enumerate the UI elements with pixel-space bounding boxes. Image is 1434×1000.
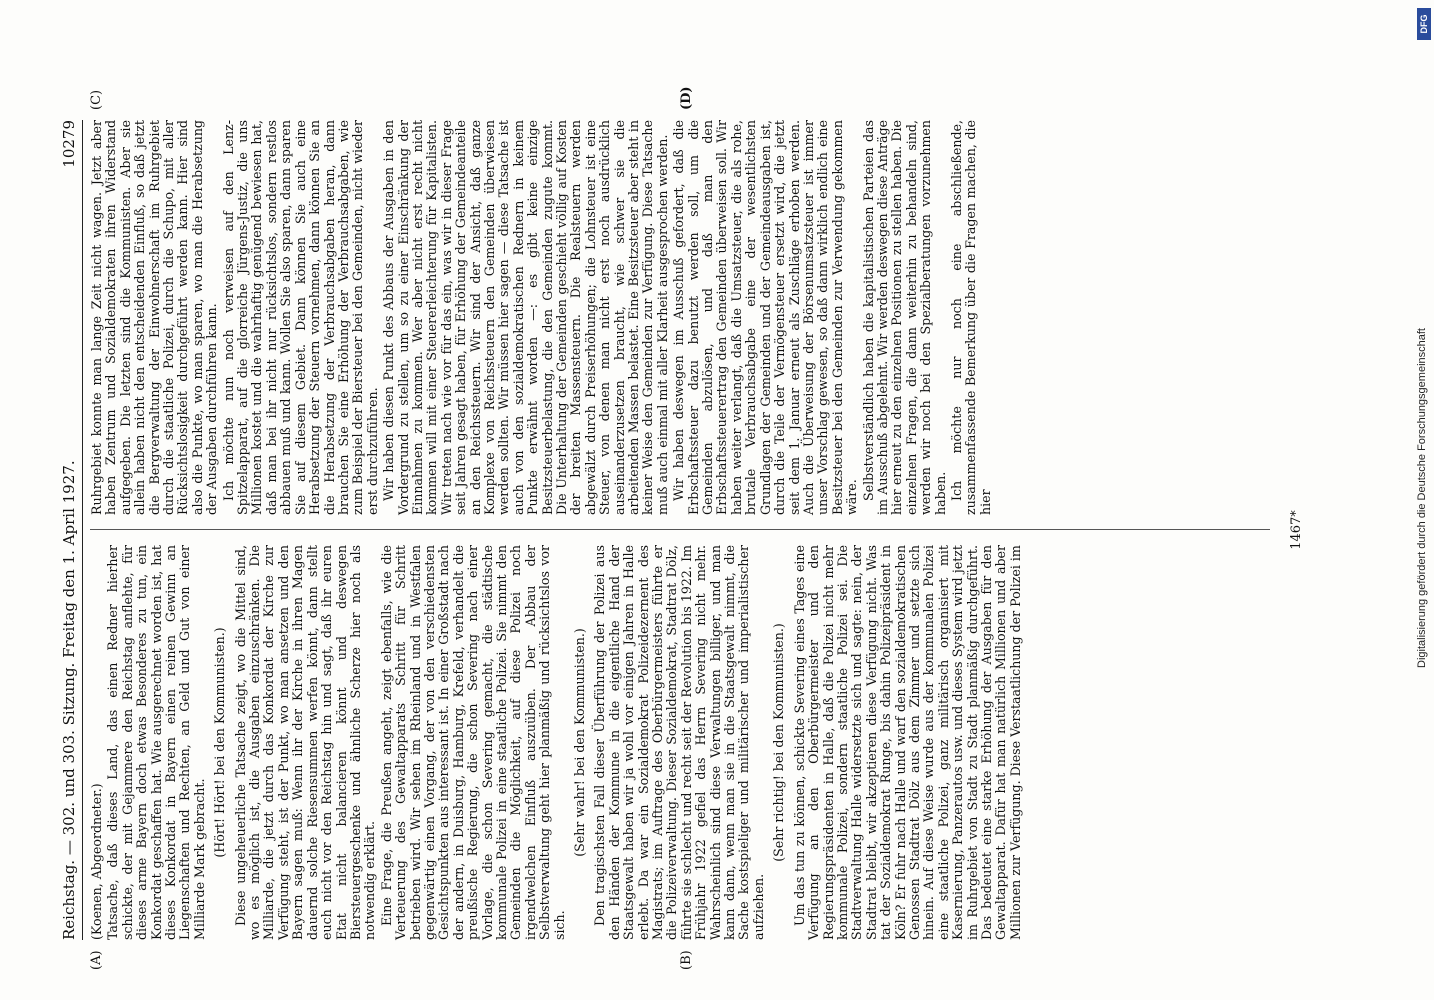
paragraph: Wir haben diesen Punkt des Abbaus der Ausgaben in den Vordergrund zu stellen, um so zu einer Einschränkung der Einnahmen zu kommen. Wer aber nicht erst recht nicht kommen will mit einer Steuererleichterung für Kapitalisten. Wir treten nach wie vor für das ein, was wir in dieser Frage seit Jahren gesagt haben, für Erhöhung der Gemeindeanteile an den Reichssteuern. Wir sind der Ansicht, daß ganze Komplexe von Reichssteuern den Gemeinden überwiesen werden sollten. Wir müssen hier sagen — diese Tatsache ist auch von den sozialdemokratischen Rednern in keinem Punkte erwähnt worden —: es gibt keine einzige Besitzsteuerbelastung, die den Gemeinden zugute kommt. Die Unterhaltung der Gemeinden geschieht völlig auf Kosten der breiten Massensteuern. Die Realsteuern werden abgewälzt durch Preiserhöhungen; die Lohnsteuer ist eine Steuer, von denen man nicht erst noch ausdrücklich auseinanderzusetzen braucht, wie schwer sie die arbeitenden Massen belastet. Eine Besitzsteuer aber steht in keiner Weise den Gemeinden zur Verfügung. Diese Tatsache muß auch einmal mit aller Klarheit ausgesprochen werden. [381, 120, 670, 515]
running-header [60, 120, 83, 940]
margin-marker-c: (C) [89, 89, 104, 110]
rotated-document [60, 86, 1350, 970]
paragraph: Ich möchte nun noch verweisen auf den Lenz-Spitzelapparat, auf die glorreiche Jürgens-Justiz, die uns Millionen kostet und die wahrhaftig genügend bewiesen hat, daß man bei ihr nicht nur rücksichtslos, sondern restlos abbauen muß und kann. Wollen Sie also sparen, dann sparen Sie auf diesem Gebiet. Dann können Sie auch eine Herabsetzung der Steuern vornehmen, dann können Sie an die Herabsetzung der Verbrauchsabgaben heran, dann brauchen Sie eine Erhöhung der Verbrauchsabgaben, wie zum Beispiel der Biersteuer bei den Gemeinden, nicht wieder erst durchzuführen. [220, 120, 380, 515]
digitization-credit [1412, 8, 1432, 988]
paragraph: Ruhrgebiet konnte man lange Zeit nicht wagen. Jetzt aber haben Zentrum und Sozialdemokraten ihren Widerstand aufgegeben. Die letzten sind die Kommunisten. Aber sie allein haben nicht den entscheidenden Einfluß, so daß jetzt die Bergverwaltung der Einwohnerschaft im Ruhrgebiet durch die staatliche Polizei, durch die Schupo, mit aller Rücksichtslosigkeit durchgeführt werden kann. Hier sind also die Punkte, wo man sparen, wo man die Herabsetzung der Ausgaben durchführen kann. [89, 120, 220, 515]
margin-marker-b: (B) [679, 950, 694, 970]
page-number: 10279 [60, 120, 78, 168]
paragraph: Tatsache, daß dieses Land, das einen Redner hierher schickte, der mit Gejammere den Reichstag anflehte, für dieses arme Bayern doch etwas Besonderes zu tun, ein Konkordat geschaffen hat. Wie ausgerechnet worden ist, hat dieses Konkordat in Bayern einen reinen Gewinn an Liegenschaften und Rechten, an Geld und Gut von einer Milliarde Mark gebracht. [105, 545, 207, 940]
paragraph: Den tragischsten Fall dieser Überführung der Polizei aus den Händen der Kommune in die eigentliche Hand der Staatsgewalt haben wir ja wohl vor einigen Jahren in Halle erlebt. Da war ein Sozialdemokrat Polizeidezernent des Magistrats; im Auftrage des Oberbürgermeisters führte er die Polizeiverwaltung. Dieser Sozialdemokrat, Stadtrat Dölz, führte sie schlecht und recht seit der Revolution bis 1922. Im Frühjahr 1922 gefiel das Herrn Severing nicht mehr. Wahrscheinlich sind diese Verwaltungen billiger, und man kann dann, wenn man sie in die Staatsgewalt nimmt, die Sache kostspieliger und militärischer und imperialistischer aufziehen. [592, 545, 766, 940]
paragraph: Eine Frage, die Preußen angeht, zeigt ebenfalls, wie die Verteuerung des Gewaltapparats Schritt für Schritt betrieben wird. Wir sehen im Rheinland und in Westfalen gegenwärtig einen Vorgang, der von den verschiedensten Gesichtspunkten aus interessant ist. In einer Großstadt nach der andern, in Duisburg, Hamburg, Krefeld, verhandelt die preußische Regierung, die schon Severing nach einer Vorlage, die schon Severing gemacht, die städtische kommunale Polizei in eine staatliche Polizei. Sie nimmt den Gemeinden die Möglichkeit, auf diese Polizei noch irgendwelchen Einfluß auszuüben. Der Abbau der Selbstverwaltung geht hier planmäßig und rücksichtslos vor sich. [378, 545, 567, 940]
dfg-logo-text: DFG [1419, 14, 1429, 34]
paragraph: Um das tun zu können, schickte Severing eines Tages eine Verfügung an den Oberbürgermeister und den Regierungspräsidenten in Halle, daß die Polizei nicht mehr kommunale Polizei, sondern staatliche Polizei sei. Die Stadtverwaltung Halle widersetzte sich und sagte: nein, der Stadtrat bleibt, wir akzeptieren diese Verfügung nicht. Was tat der Sozialdemokrat Runge, bis dahin Polizeipräsident in Köln? Er fuhr nach Halle und warf den sozialdemokratischen Genossen Stadtrat Dölz aus dem Zimmer und setzte sich hinein. Auf diese Weise wurde aus der kommunalen Polizei eine staatliche Polizei, ganz militärisch organisiert mit Kasernierung, Panzerautos usw. und dieses System wird jetzt im Ruhrgebiet von Stadt zu Stadt planmäßig durchgeführt. Das bedeutet eine starke Erhöhung der Ausgaben für den Gewaltapparat. Dafür hat man natürlich Millionen und aber Millionen zur Verfügung. Diese Verstaatlichung der Polizei im [791, 545, 1023, 940]
signature-mark: 1467* [1289, 510, 1304, 550]
paragraph: Ich möchte nur noch eine abschließende, zusammenfassende Bemerkung über die Fragen machen, die hier [948, 120, 993, 515]
paragraph: (Koenen, Abgeordneter.) [89, 783, 104, 940]
column-divider [90, 529, 1270, 530]
interjection: (Sehr wahr! bei den Kommunisten.) [572, 628, 587, 857]
paragraph: Diese ungeheuerliche Tatsache zeigt, wo die Mittel sind, wo es möglich ist, die Ausgaben einzuschränken. Die Milliarde, die jetzt durch das Konkordat der Kirche zur Verfügung steht, ist der Punkt, wo man ansetzen und den Bayern sagen muß: Wenn ihr der Kirche in ihren Magen dauernd solche Riesensummen werfen könnt, dann stellt euch nicht vor den Reichstag hin und sagt, daß ihr euren Etat nicht balancieren könnt und deswegen Biersteuergeschenke und ähnliche Scherze hier noch als notwendig erklärt. [232, 545, 378, 940]
header-title: Reichstag. — 302. und 303. Sitzung. Freitag den 1. April 1927. [60, 460, 78, 940]
dfg-logo [1417, 8, 1431, 40]
interjection: (Sehr richtig! bei den Kommunisten.) [771, 623, 787, 862]
interjection: (Hört! Hört! bei den Kommunisten.) [212, 627, 228, 858]
column-right [90, 120, 995, 515]
paragraph: Selbstverständlich haben die kapitalistischen Parteien das im Ausschuß abgelehnt. Wir werden deswegen diese Anträge hier erneut zu den einzelnen Positionen zu stellen haben. Die einzelnen Fragen, die dann weiterhin zu behandeln sind, werden wir noch bei den Spezialberatungen vorzunehmen haben. [860, 120, 948, 515]
paragraph: Wir haben deswegen im Ausschuß gefordert, daß die Erbschaftssteuer dazu benutzt werden soll, um die Gemeinden abzulösen, und daß man den Erbschaftssteuerertrag den Gemeinden überweisen soll. Wir haben weiter verlangt, daß die Umsatzsteuer, die als rohe, brutale Verbrauchsabgabe eine der wesentlichsten Grundlagen der Gemeinden und der Gemeindeausgaben ist, durch die Teile der Vermögensteuer ersetzt wird, die jetzt seit dem 1. Januar erneut als Zuschläge erhoben werden. Auch die Überweisung der Börsenumsatzsteuer ist immer unser Vorschlag gewesen, so daß dann wirklich endlich eine Besitzsteuer bei den Gemeinden zur Verwendung gekommen wäre. [671, 120, 860, 515]
margin-marker-a: (A) [89, 950, 104, 970]
column-left [90, 545, 1025, 940]
margin-marker-d: (D) [679, 86, 694, 110]
credit-text: Digitalisierung gefördert durch die Deutsche Forschungsgemeinschaft [1416, 328, 1428, 668]
